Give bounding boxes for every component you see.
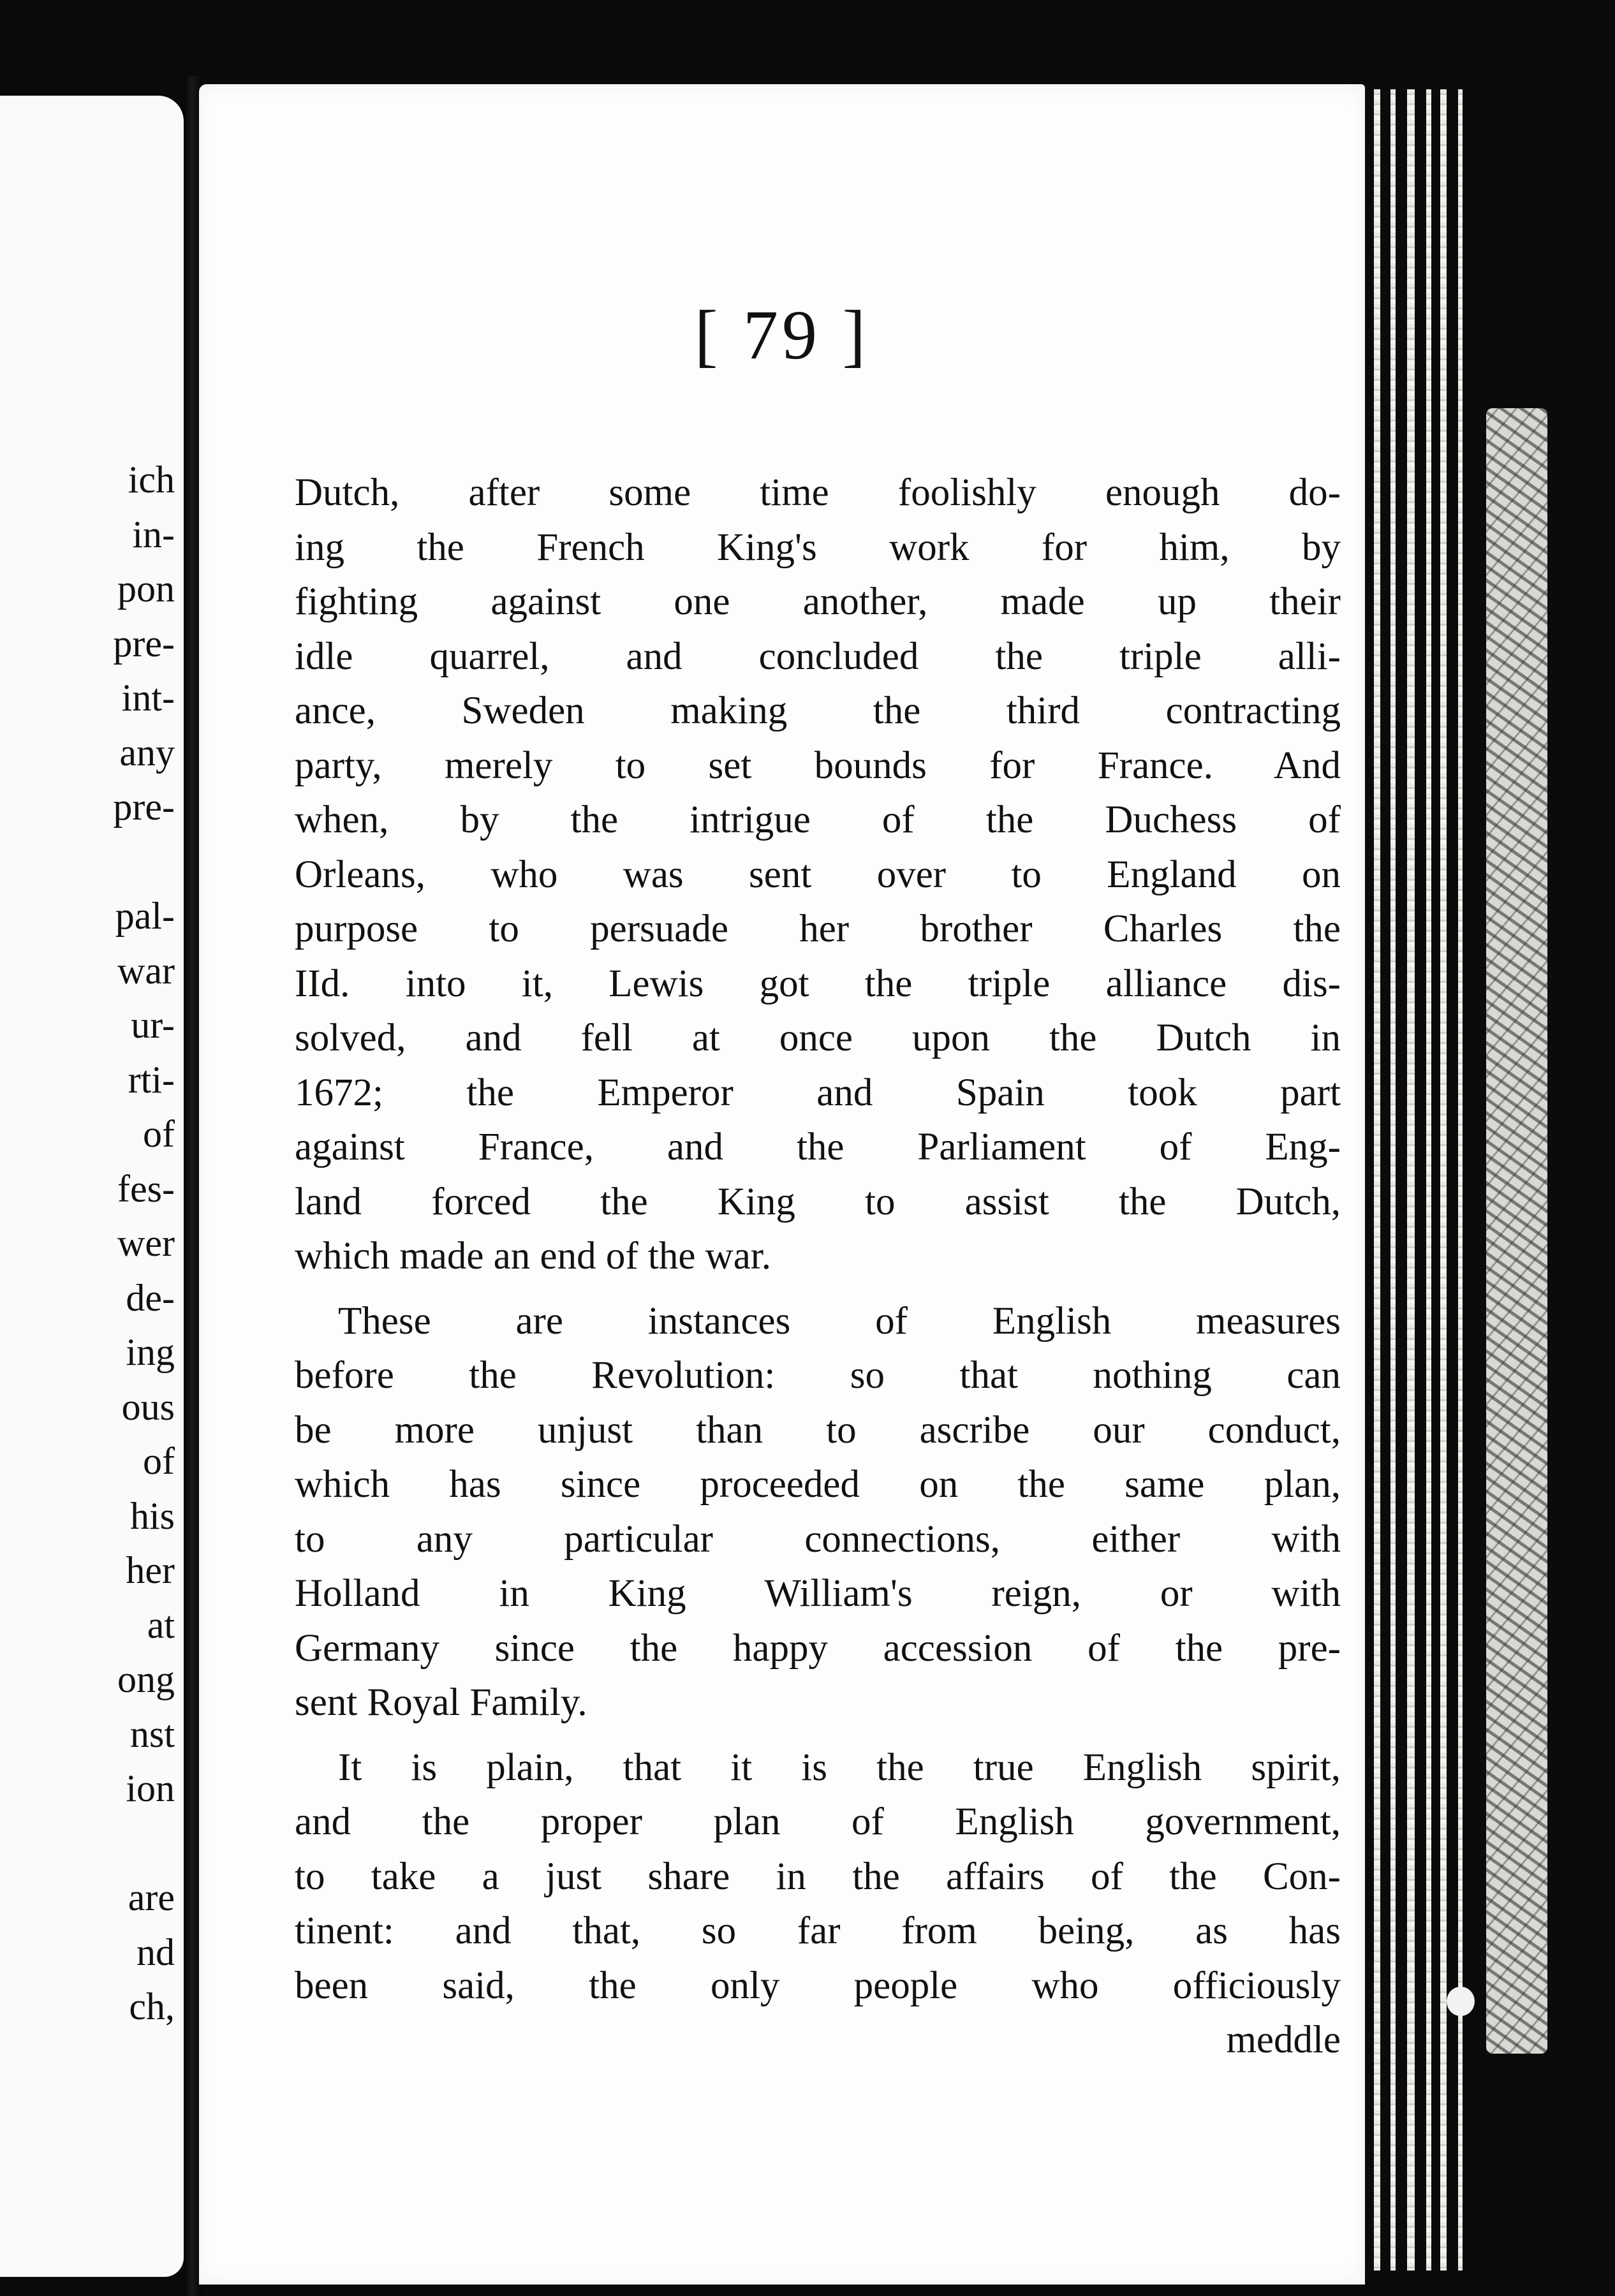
left-page-fragment: ch, <box>129 1985 175 2027</box>
left-page-fragment: pre- <box>113 786 175 828</box>
left-page-fragment <box>9 835 175 890</box>
left-page-fragment: pre- <box>113 622 175 665</box>
left-page-fragment: any <box>119 731 175 774</box>
page-body-text <box>295 466 1341 2068</box>
left-page-fragment: rti- <box>128 1058 175 1101</box>
marbled-edge <box>1486 408 1547 2054</box>
text-line: ing the French King's work for him, by <box>295 526 1341 569</box>
left-page-fragment: pal- <box>115 895 175 937</box>
text-line: Dutch, after some time foolishly enough do- <box>295 471 1341 514</box>
text-line: It is plain, that it is the true English spirit, <box>338 1746 1341 1789</box>
text-line: Holland in King William's reign, or with <box>295 1572 1341 1615</box>
text-line: to take a just share in the affairs of the Con- <box>295 1855 1341 1898</box>
text-line: ance, Sweden making the third contracting <box>295 689 1341 732</box>
left-page-fragment <box>9 1816 175 1871</box>
text-line: been said, the only people who officiously <box>295 1964 1341 2007</box>
text-line: and the proper plan of English government, <box>295 1800 1341 1843</box>
text-line: solved, and fell at once upon the Dutch in <box>295 1017 1341 1059</box>
text-line: IId. into it, Lewis got the triple alliance dis- <box>295 962 1341 1005</box>
left-page-fragment: ich <box>128 459 175 501</box>
left-page-line-endings <box>9 453 175 2035</box>
text-line: purpose to persuade her brother Charles the <box>295 908 1341 950</box>
paragraph <box>295 1740 1341 2013</box>
left-page-fragment: ur- <box>131 1004 175 1046</box>
left-page-fragment: her <box>126 1549 175 1591</box>
left-page-fragment: fes- <box>117 1167 175 1210</box>
left-page-fragment: ing <box>126 1331 175 1373</box>
text-line: 1672; the Emperor and Spain took part <box>295 1071 1341 1114</box>
left-facing-page <box>0 96 184 2277</box>
left-page-fragment: ion <box>126 1767 175 1809</box>
left-page-fragment: wer <box>117 1222 175 1264</box>
page-number: [ 79 ] <box>694 296 870 374</box>
speck <box>1447 1987 1475 2016</box>
paragraph <box>295 1294 1341 1730</box>
text-line: These are instances of English measures <box>338 1299 1341 1343</box>
text-line: idle quarrel, and concluded the triple alli- <box>295 635 1341 678</box>
paragraph <box>295 466 1341 1284</box>
left-page-fragment: his <box>129 1494 175 1537</box>
text-line: to any particular connections, either with <box>295 1517 1341 1561</box>
text-line: which made an end of the war. <box>295 1235 771 1277</box>
left-page-fragment: of <box>143 1440 175 1482</box>
left-page-fragment: de- <box>126 1276 175 1319</box>
left-page-fragment: ong <box>117 1658 175 1700</box>
left-page-fragment: at <box>147 1603 175 1646</box>
text-line: land forced the King to assist the Dutch, <box>295 1180 1341 1223</box>
text-line: against France, and the Parliament of Eng- <box>295 1126 1341 1168</box>
text-line: be more unjust than to ascribe our conduct, <box>295 1408 1341 1452</box>
text-line: before the Revolution: so that nothing can <box>295 1354 1341 1397</box>
left-page-fragment: are <box>128 1876 175 1918</box>
text-line: fighting against one another, made up their <box>295 580 1341 623</box>
text-line: tinent: and that, so far from being, as has <box>295 1910 1341 1952</box>
left-page-fragment: in- <box>132 513 175 556</box>
text-line: when, by the intrigue of the Duchess of <box>295 798 1341 841</box>
left-page-fragment: int- <box>121 677 175 719</box>
text-line: which has since proceeded on the same plan, <box>295 1463 1341 1506</box>
book-page-79 <box>199 84 1365 2285</box>
left-page-fragment: ous <box>121 1385 175 1428</box>
catchword: meddle <box>1226 2019 1341 2061</box>
left-page-fragment: of <box>143 1113 175 1155</box>
left-page-fragment: nd <box>136 1931 175 1973</box>
text-line: Germany since the happy accession of the pre- <box>295 1626 1341 1670</box>
left-page-fragment: pon <box>117 568 175 610</box>
left-page-fragment: nst <box>129 1712 175 1755</box>
text-line: party, merely to set bounds for France. And <box>295 744 1341 787</box>
left-page-fragment: war <box>117 949 175 992</box>
text-line: Orleans, who was sent over to England on <box>295 853 1341 896</box>
text-line: sent Royal Family. <box>295 1681 587 1724</box>
